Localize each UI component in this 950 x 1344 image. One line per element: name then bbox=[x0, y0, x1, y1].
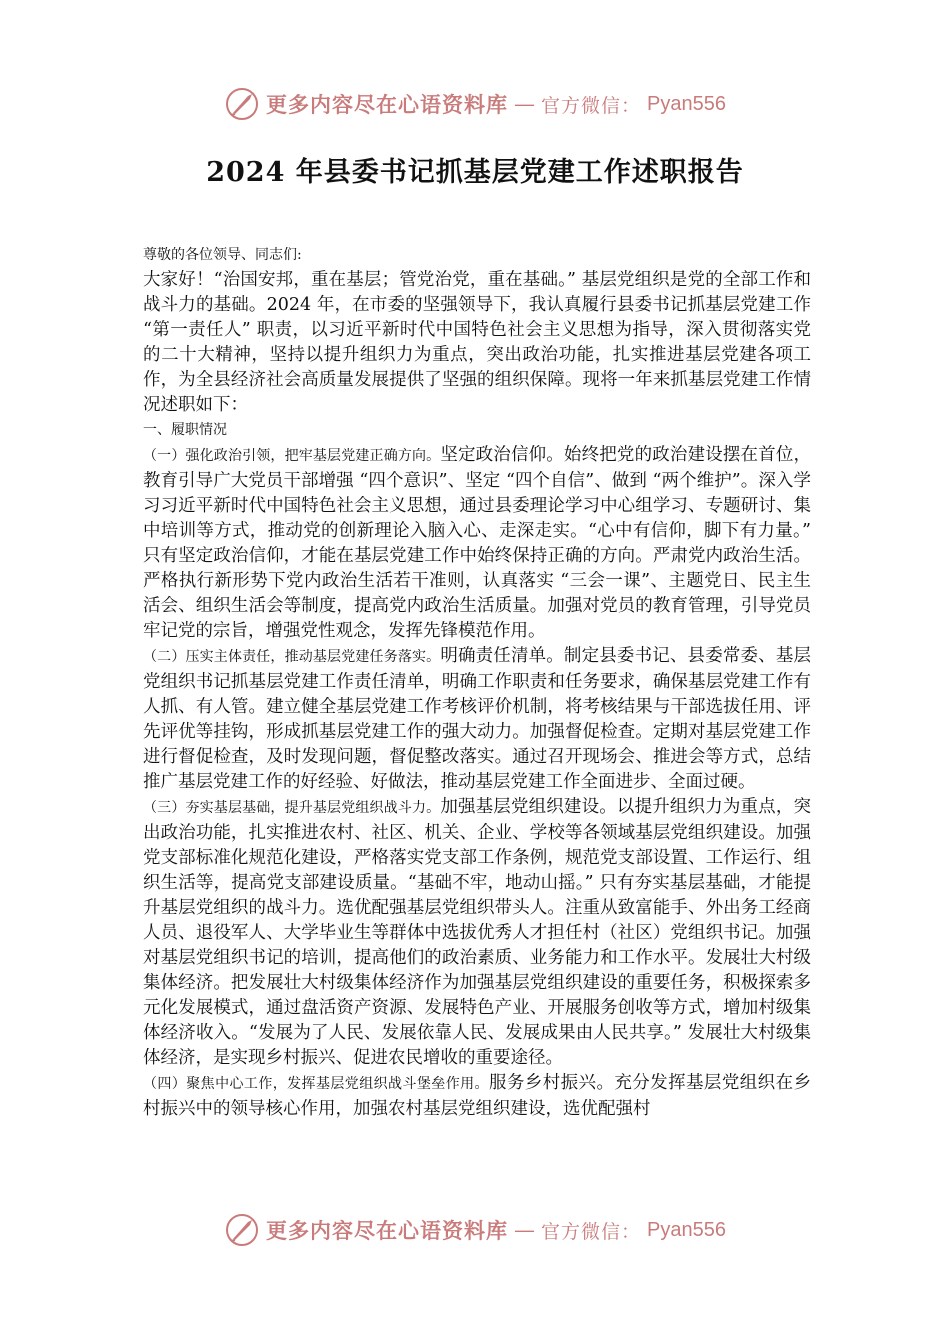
duty-item-4 bbox=[143, 1071, 811, 1122]
duty-item-2-lead: （二）压实主体责任，推动基层党建任务落实。 bbox=[143, 649, 441, 665]
salutation: 尊敬的各位领导、同志们: bbox=[143, 247, 302, 263]
duty-item-4-body: 服务乡村振兴。充分发挥基层党组织在乡村振兴中的领导核心作用，加强农村基层党组织建设，选优配强村 bbox=[143, 1073, 812, 1119]
duty-item-1 bbox=[143, 443, 811, 644]
duty-item-3 bbox=[143, 795, 811, 1071]
banner-wechat-id: Pyan556 bbox=[647, 1218, 726, 1241]
intro-paragraph: 大家好！“治国安邦，重在基层；管党治党，重在基础。” 基层党组织是党的全部工作和战斗力的基础。2024 年，在市委的坚强领导下，我认真履行县委书记抓基层党建工作 “第一责任人” 职责，以习近平新时代中国特色社会主义思想为指导，深入贯彻落实党的二十大精神，坚持以提升组织力为重点，突出政治功能，扎实推进基层党建各项工作，为全县经济社会高质量发展提供了坚强的组织保障。现将一年来抓基层党建工作情况述职如下： bbox=[143, 270, 811, 415]
footer-banner[interactable] bbox=[0, 1206, 950, 1254]
banner-library-text: 更多内容尽在心语资料库 bbox=[266, 92, 508, 117]
quill-pen-icon bbox=[224, 86, 260, 122]
duty-item-3-body: 加强基层党组织建设。以提升组织力为重点，突出政治功能，扎实推进农村、社区、机关、企业、学校等各领域基层党组织建设。加强党支部标准化规范化建设，严格落实党支部工作条例，规范党支部设置、工作运行、组织生活等，提高党支部建设质量。“基础不牢，地动山摇。” 只有夯实基层基础，才能提升基层党组织的战斗力。选优配强基层党组织带头人。注重从致富能手、外出务工经商人员、退役军人、大学毕业生等群体中选拔优秀人才担任村（社区）党组织书记。加强对基层党组织书记的培训，提高他们的政治素质、业务能力和工作水平。发展壮大村级集体经济。把发展壮大村级集体经济作为加强基层党组织建设的重要任务，积极探索多元化发展模式，通过盘活资产资源、发展特色产业、开展服务创收等方式，增加村级集体经济收入。“发展为了人民、发展依靠人民、发展成果由人民共享。” 发展壮大村级集体经济，是实现乡村振兴、促进农民增收的重要途径。 bbox=[143, 797, 811, 1068]
banner-separator: — bbox=[514, 92, 535, 116]
banner-library-text: 更多内容尽在心语资料库 bbox=[266, 1218, 508, 1243]
duty-item-2-body: 明确责任清单。制定县委书记、县委常委、基层党组织书记抓基层党建工作责任清单，明确工作职责和任务要求，确保基层党建工作有人抓、有人管。建立健全基层党建工作考核评价机制，将考核结果与干部选拔任用、评先评优等挂钩，形成抓基层党建工作的强大动力。加强督促检查。定期对基层党建工作进行督促检查，及时发现问题，督促整改落实。通过召开现场会、推进会等方式，总结推广基层党建工作的好经验、好做法，推动基层党建工作全面进步、全面过硬。 bbox=[143, 646, 811, 792]
duty-item-1-lead: （一）强化政治引领，把牢基层党建正确方向。 bbox=[143, 448, 441, 464]
duty-item-1-body: 坚定政治信仰。始终把党的政治建设摆在首位，教育引导广大党员干部增强 “四个意识”、坚定 “四个自信”、做到 “两个维护”。深入学习习近平新时代中国特色社会主义思想，通过县委理论学习中心组学习、专题研讨、集中培训等方式，推动党的创新理论入脑入心、走深走实。“心中有信仰，脚下有力量。” 只有坚定政治信仰，才能在基层党建工作中始终保持正确的方向。严肃党内政治生活。严格执行新形势下党内政治生活若干准则，认真落实 “三会一课”、主题党日、民主生活会、组织生活会等制度，提高党内政治生活质量。加强对党员的教育管理，引导党员牢记党的宗旨，增强党性观念，发挥先锋模范作用。 bbox=[143, 445, 811, 641]
duty-item-3-lead: （三）夯实基层基础，提升基层党组织战斗力。 bbox=[143, 800, 441, 816]
banner-wechat-label: 官方微信： bbox=[541, 1220, 642, 1243]
banner-wechat-id: Pyan556 bbox=[647, 92, 726, 115]
document-body bbox=[143, 243, 811, 1122]
header-banner[interactable] bbox=[0, 80, 950, 128]
page-title: 2024 年县委书记抓基层党建工作述职报告 bbox=[206, 157, 744, 188]
section-heading: 一、履职情况 bbox=[143, 422, 227, 438]
banner-wechat-label: 官方微信： bbox=[541, 94, 642, 117]
duty-item-2 bbox=[143, 644, 811, 795]
banner-separator: — bbox=[514, 1218, 535, 1242]
quill-pen-icon bbox=[224, 1212, 260, 1248]
duty-item-4-lead: （四）聚焦中心工作，发挥基层党组织战斗堡垒作用。 bbox=[143, 1076, 489, 1092]
